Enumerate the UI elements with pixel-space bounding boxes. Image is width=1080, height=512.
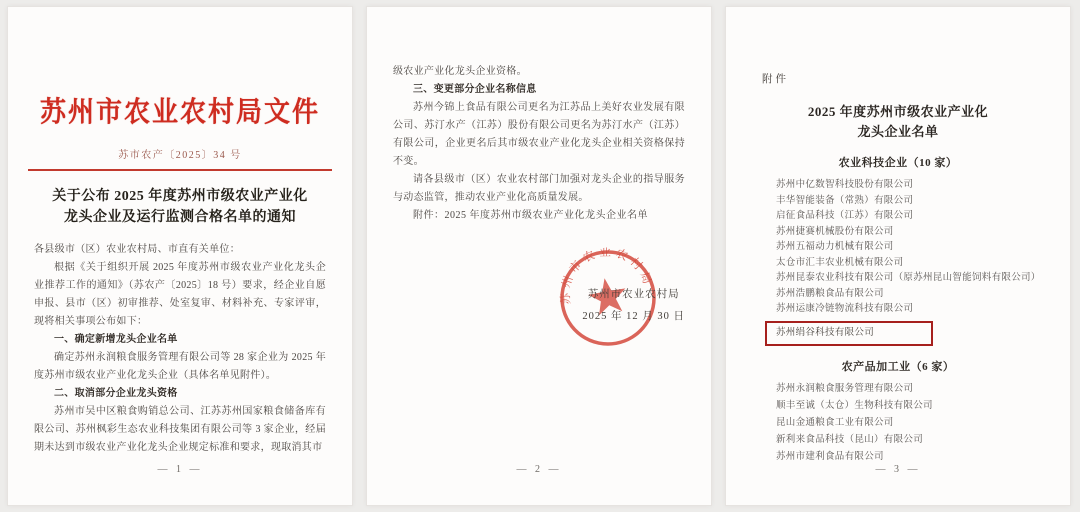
signature-block [582, 286, 685, 323]
section-heading-3: 三、变更部分企业名称信息 [413, 84, 537, 95]
company-list-item: 苏州运康冷链物流科技有限公司 [776, 304, 914, 315]
document-page-3 [725, 6, 1071, 506]
attachment-title-line1: 2025 年度苏州市级农业产业化 [807, 104, 989, 119]
highlighted-company-red-box: 苏州绢谷科技有限公司 [765, 321, 933, 347]
page1-body-text [34, 241, 326, 457]
paragraph: 确定苏州永润粮食服务管理有限公司等 28 家企业为 2025 年度苏州市级农业产业化龙头企业（具体名单见附件）。 [34, 352, 326, 381]
page-number: — 3 — [875, 464, 921, 475]
company-list-item: 苏州市建利食品有限公司 [776, 452, 884, 463]
company-list-item: 苏州浩鹏粮食品有限公司 [776, 288, 884, 299]
issue-date: 2025 年 12 月 30 日 [582, 311, 685, 322]
company-list-item: 苏州五福动力机械有限公司 [776, 242, 894, 253]
attachment-title-line2: 龙头企业名单 [857, 124, 939, 140]
section-heading-1: 一、确定新增龙头企业名单 [54, 334, 178, 345]
company-list-item: 苏州中亿数智科技股份有限公司 [776, 180, 914, 191]
red-divider-line [28, 169, 332, 171]
tech-company-list [776, 178, 1070, 346]
company-list-item: 苏州昆泰农业科技有限公司（原苏州昆山智能饲料有限公司） [776, 273, 1041, 284]
page-number: — 1 — [157, 464, 203, 475]
company-list-item: 苏州捷赛机械股份有限公司 [776, 226, 894, 237]
notice-title-line2: 龙头企业及运行监测合格名单的通知 [64, 210, 296, 225]
company-list-item: 昆山金通粮食工业有限公司 [776, 418, 894, 429]
company-list-item: 启征食品科技（江苏）有限公司 [776, 211, 914, 222]
notice-title [8, 186, 352, 228]
attachment-title [726, 102, 1070, 142]
red-letterhead-title: 苏州市农业农村局文件 [39, 96, 320, 128]
paragraph: 请各县级市（区）农业农村部门加强对龙头企业的指导服务与动态监管，推动农业产业化高质量发展。 [393, 174, 685, 203]
company-list-item: 丰华智能装备（常熟）有限公司 [776, 195, 914, 206]
company-list-item: 顺丰至诚（太仓）生物科技有限公司 [776, 401, 933, 412]
page-number: — 2 — [516, 464, 562, 475]
attachment-label: 附件 [762, 74, 789, 85]
company-list-item: 新利来食品科技（昆山）有限公司 [776, 435, 924, 446]
company-list-item: 太仓市汇丰农业机械有限公司 [776, 257, 904, 268]
list-section-heading-tech: 农业科技企业（10 家） [838, 157, 958, 170]
salutation-line: 各县级市（区）农业农村局、市直有关单位： [34, 244, 240, 255]
notice-title-line1: 关于公布 2025 年度苏州市级农业产业化 [52, 189, 308, 204]
paragraph: 苏州今锦上食品有限公司更名为江苏品上美好农业发展有限公司、苏汀水产（江苏）股份有限公司更名为苏汀水产（江苏）有限公司，企业更名后其市级农业产业化龙头企业相关资格保持不变。 [393, 102, 685, 167]
document-page-1 [7, 6, 353, 506]
paragraph: 根据《关于组织开展 2025 年度苏州市级农业产业化龙头企业推荐工作的通知》（苏农产〔2025〕18 号）要求，经企业自愿申报、县市（区）初审推荐、处室复审、材料补充、专家评审，现将相关事项公布如下： [34, 262, 326, 327]
document-number: 苏市农产〔2025〕34 号 [118, 150, 242, 161]
issuing-authority: 苏州市农业农村局 [587, 289, 680, 300]
company-list-item: 苏州永润粮食服务管理有限公司 [776, 384, 914, 395]
paragraph: 级农业产业化龙头企业资格。 [393, 66, 527, 77]
processing-company-list [776, 381, 1070, 466]
document-page-2 [366, 6, 712, 506]
attachment-note: 附件：2025 年度苏州市级农业产业化龙头企业名单 [413, 210, 648, 221]
page2-body-text [393, 63, 685, 225]
section-heading-2: 二、取消部分企业龙头资格 [54, 388, 178, 399]
list-section-heading-processing: 农产品加工业（6 家） [841, 361, 955, 374]
seal-ring-text: 苏州市农业农村局 [559, 246, 655, 305]
paragraph: 苏州市吴中区粮食购销总公司、江苏苏州国家粮食储备库有限公司、苏州枫彩生态农业科技集团有限公司等 3 家企业，经届期未达到市级农业产业化龙头企业规定标准和要求，现取消其市 [34, 406, 326, 453]
